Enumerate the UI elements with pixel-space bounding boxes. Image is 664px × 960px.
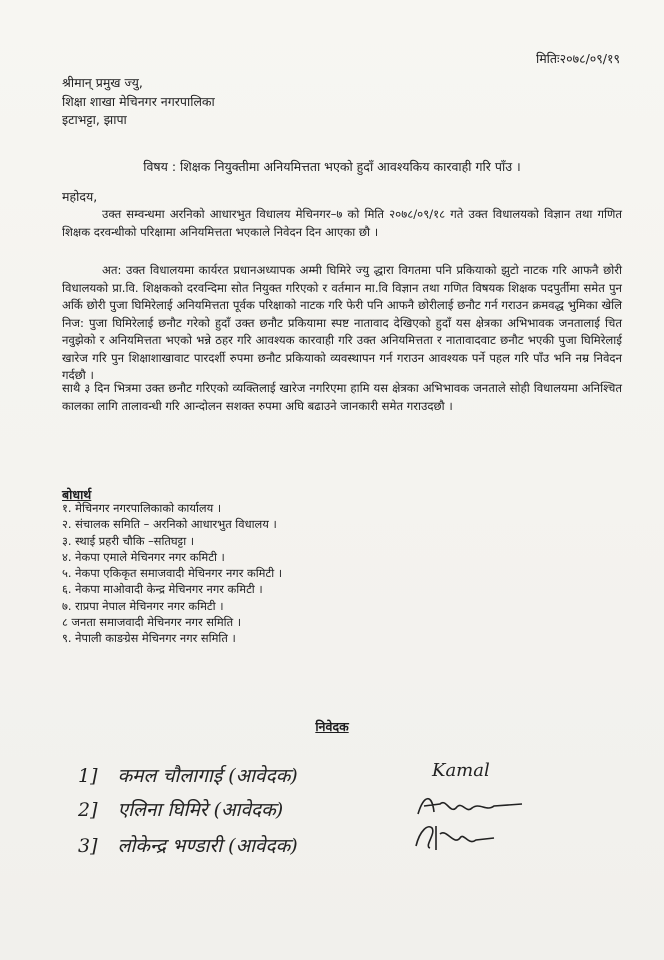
cc-item: २. संचालक समिति – अरनिको आधारभुत विधालय । <box>62 517 277 532</box>
cc-item: ८ जनता समाजवादी मेचिनगर नगर समिति । <box>62 615 242 630</box>
addressee-location: इटाभट्टा, झापा <box>62 112 127 127</box>
addressee-block <box>62 74 215 130</box>
cc-item: ४. नेकपा एमाले मेचिनगर नगर कमिटी । <box>62 549 225 564</box>
cc-item: १. मेचिनगर नगरपालिकाको कार्यालय । <box>62 501 222 515</box>
signatory-number: 3] <box>78 835 98 857</box>
cc-item: ६. नेकपा माओवादी केन्द्र मेचिनगर नगर कमिटी । <box>62 582 263 597</box>
signatory-name: लोकेन्द्र भण्डारी (आवेदक) <box>117 835 298 857</box>
body-paragraph-2: अत: उक्त विधालयमा कार्यरत प्रधानअध्यापक अम्मी घिमिरे ज्यु द्धारा विगतमा पनि प्रकियाको झुटो नाटक गरि आफनै छोरी विधालयको प्रा.वि. शिक्षकको दरवन्दिमा सोत नियुक्त गरिएको र वर्तमान मा.वि विज्ञान तथा गणित विषयक शिक्षक पदपुर्तीमा समेत पुन अर्कि छोरी पुजा घिमिरेलाई अनियमित्तता पूर्वक परिक्षाको नाटक गरि फेरी पनि आफनै छोरीलाई छनौट गर्न गराउन क्रमवद्ध भुमिका खेलि निज: पुजा घिमिरेलाई छनौट गरेको हुदाँ उक्त छनौट प्रकियामा स्पष्ट नातावाद देखिएको हुदाँ यस क्षेत्रका अभिभावक जनतालाई चित नवुझेको र अनियमित्तता भएको भन्ने ठहर गरि आवश्यक कारवाही गरि उक्त अनियमित्तता र नातावादवाट छनौट भएकी पुजा घिमिरेलाई खारेज गरि पुन शिक्षाशाखावाट पारदर्शी रुपमा छनौट प्रकियाको व्यवस्थापन गर्न गराउन आवश्यक पर्ने पहल गरि पाँउ भनि नम्र निवेदन गर्दछौ । <box>62 263 622 382</box>
cc-item: ३. स्थाई प्रहरी चौकि –सतिघट्टा । <box>62 533 195 548</box>
cc-heading: बोधार्थ <box>62 487 92 502</box>
signatory-name: कमल चौलागाई (आवेदक) <box>117 765 298 787</box>
letter-date: मितिः२०७८/०९/१९ <box>535 51 620 66</box>
cc-item: ९. नेपाली काङग्रेस मेचिनगर नगर समिति । <box>62 631 236 646</box>
cc-item: ५. नेकपा एकिकृत समाजवादी मेचिनगर नगर कमिटी । <box>62 566 283 581</box>
handwritten-signature-lokendra <box>410 820 500 854</box>
signatory-number: 1] <box>78 765 98 787</box>
signatory-row <box>78 796 283 822</box>
body-paragraph-1: उक्त सम्वन्धमा अरनिको आधारभुत विधालय मेचिनगर–७ को मिति २०७८/०९/१८ गते उक्त विधालयको विज्ञान तथा गणित शिक्षक दरवन्धीको परिक्षामा अनियमित्तता भएकाले निवेदन दिन आएका छौ । <box>62 207 622 239</box>
handwritten-signature-alina <box>410 790 530 820</box>
addressee-office: शिक्षा शाखा मेचिनगर नगरपालिका <box>62 93 215 109</box>
letter-subject: विषय : शिक्षक नियुक्तीमा अनियमित्तता भएको हुदाँ आवश्यकिय कारवाही गरि पाँउ । <box>143 159 521 174</box>
signatory-row <box>78 832 298 858</box>
salutation: महोदय, <box>62 189 98 204</box>
signatory-row <box>78 762 298 788</box>
signatory-number: 2] <box>78 799 98 821</box>
cc-item: ७. राप्रपा नेपाल मेचिनगर नगर कमिटी । <box>62 598 224 613</box>
signatory-name: एलिना घिमिरे (आवेदक) <box>117 799 284 821</box>
handwritten-signature-kamal: Kamal <box>432 760 490 781</box>
cc-list <box>62 500 282 647</box>
body-paragraph-3: साथै ३ दिन भित्रमा उक्त छनौट गरिएको व्यक्तिलाई खारेज नगरिएमा हामि यस क्षेत्रका अभिभावक जनताले सोही विधालयमा अनिश्चित कालका लागि तालावन्धी गरि आन्दोलन सशक्त रुपमा अघि बढाउने जानकारी समेत गराउदछौ । <box>62 381 622 413</box>
applicants-heading: निवेदक <box>315 719 349 734</box>
addressee-title: श्रीमान् प्रमुख ज्यु, <box>62 75 143 90</box>
